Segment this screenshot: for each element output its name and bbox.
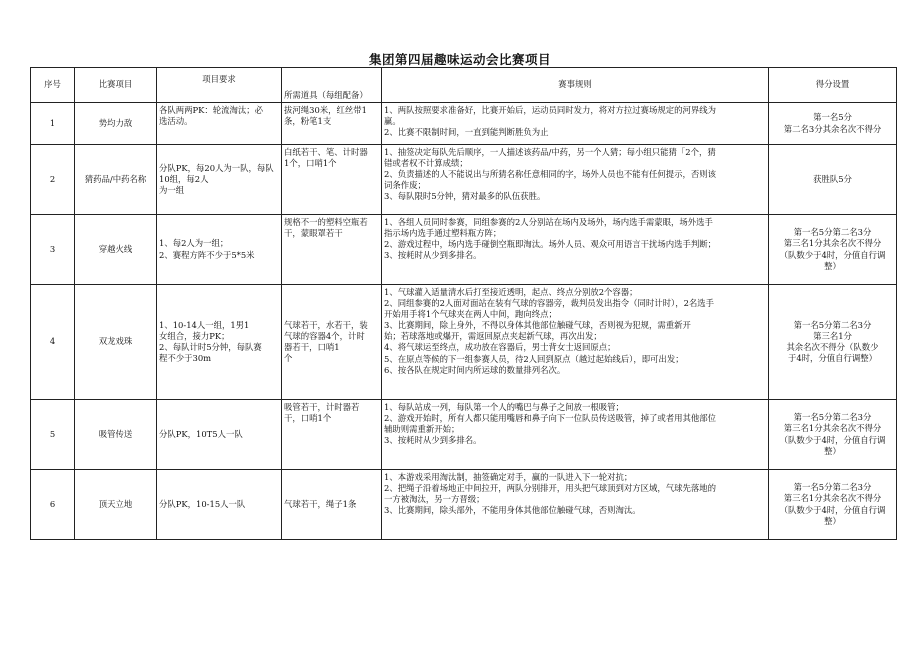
- cell-rules-line: 6、按各队在规定时间内所运球的数量排列名次。: [384, 364, 566, 375]
- document-title: 集团第四届趣味运动会比赛项目: [368, 52, 551, 67]
- cell-rules-line: 开始用手将1个气球夹在两人中间，跑向终点；: [384, 309, 557, 320]
- cell-scoring-line: 第一名5分第二名3分: [793, 227, 872, 238]
- cell-rules-line: 2、游戏过程中，场内选手碰倒空瓶即淘汰。场外人员、观众可用语言干扰场内选手判断；: [384, 239, 716, 250]
- table-row: [31, 215, 897, 285]
- cell-equipment-line: 干，蒙眼罩若干: [284, 228, 343, 239]
- cell-equipment-line: 气球若干，水若干，装: [284, 319, 368, 330]
- cell-rules-line: 3、按耗时从少到多排名。: [384, 250, 482, 261]
- cell-rules-line: 2、同组参赛的2人面对面站在装有气球的容器旁，裁判员发出指令（同时计时），2名选手: [384, 298, 715, 309]
- cell-requirements-line: 1、每2人为一组；: [159, 238, 229, 249]
- cell-rules-line: 2、比赛不限制时间，一直到能判断胜负为止: [384, 127, 549, 138]
- cell-rules-line: 3、比赛期间，除头部外，不能用身体其他部位触碰气球，否则淘汰。: [384, 505, 641, 516]
- cell-rules: [382, 400, 769, 470]
- cell-rules-line: 3、每队限时5分钟，猜对最多的队伍获胜。: [384, 191, 546, 202]
- cell-rules: [382, 215, 769, 285]
- cell-requirements: [157, 103, 282, 145]
- cell-rules-line: 词条作废；: [384, 180, 426, 191]
- cell-rules-line: 4、将气球运至终点，成功放在容器后，男士背女士返回原点；: [384, 342, 616, 353]
- cell-scoring: [769, 215, 897, 285]
- cell-rules: [382, 470, 769, 540]
- cell-requirements-line: 分队PK，10-15人一队: [159, 498, 246, 509]
- cell-rules-line: 辅助则需重新开始；: [384, 424, 460, 435]
- cell-scoring-line: 第一名5分第二名3分: [793, 482, 872, 493]
- cell-scoring: [769, 470, 897, 540]
- header-event: 比赛项目: [75, 68, 157, 103]
- cell-equipment-line: 规格不一的塑料空瓶若: [284, 217, 368, 227]
- table-row: [31, 145, 897, 215]
- cell-scoring-line: 第二名3分其余名次不得分: [783, 123, 882, 134]
- cell-rules-line: 赢。: [384, 116, 401, 127]
- header-no: 序号: [31, 68, 75, 103]
- cell-equipment-line: 器若干，口哨1: [284, 342, 340, 352]
- cell-rules: [382, 103, 769, 145]
- cell-rules-line: 1、每队站成一列，每队第一个人的嘴巴与鼻子之间放一根吸管；: [384, 402, 624, 412]
- cell-requirements: [157, 470, 282, 540]
- cell-scoring-line: 整）: [824, 445, 841, 456]
- cell-scoring: [769, 400, 897, 470]
- cell-event: 猜药品/中药名称: [75, 145, 157, 215]
- cell-scoring-line: 于4时，分值自行调整）: [787, 353, 878, 364]
- cell-scoring: [769, 285, 897, 400]
- header-row: [31, 68, 897, 103]
- cell-rules-line: 1、本游戏采用淘汰制，抽签确定对手，赢的一队进入下一轮对抗；: [384, 472, 633, 482]
- cell-rules-line: 1、各组人员同时参赛，同组参赛的2人分别站在场内及场外，场内选手需蒙眼，场外选手: [384, 217, 713, 227]
- cell-rules-line: 1、两队按照要求准备好，比赛开始后，运动员同时发力，将对方拉过赛场规定的河界线为: [384, 105, 716, 115]
- cell-no: 2: [31, 145, 75, 215]
- cell-no: 1: [31, 103, 75, 145]
- cell-equipment: [282, 470, 382, 540]
- cell-rules-line: 一方被淘汰，另一方晋级；: [384, 494, 485, 505]
- cell-scoring-line: 第一名5分: [813, 112, 852, 123]
- cell-requirements: [157, 215, 282, 285]
- cell-equipment-line: 拔河绳30米，红丝带1: [284, 105, 367, 115]
- cell-no: 5: [31, 400, 75, 470]
- cell-rules: [382, 285, 769, 400]
- cell-rules-line: 指示场内选手通过塑料瓶方阵；: [384, 228, 502, 239]
- cell-requirements-line: 10组，每2人: [159, 173, 209, 184]
- cell-requirements-line: 选活动。: [159, 116, 193, 127]
- cell-equipment-line: 条，粉笔1支: [284, 116, 332, 127]
- cell-equipment: [282, 285, 382, 400]
- cell-equipment: [282, 400, 382, 470]
- cell-rules-line: 5、在原点等候的下一组参赛人员，待2人回到原点（越过起始线后），即可出发；: [384, 353, 684, 364]
- cell-scoring-line: 第一名5分第二名3分: [793, 412, 872, 423]
- table-row: [31, 400, 897, 470]
- header-scoring: 得分设置: [769, 68, 897, 103]
- cell-equipment-line: 吸管若干，计时器若: [284, 402, 360, 412]
- cell-requirements: [157, 285, 282, 400]
- cell-equipment: [282, 103, 382, 145]
- cell-requirements-line: 2、赛程方阵不少于5*5米: [159, 249, 255, 260]
- cell-requirements-line: 分队PK，10T5人一队: [159, 428, 243, 439]
- cell-requirements-line: 1、10-14人一组，1男1: [159, 319, 250, 330]
- cell-rules-line: 3、比赛期间，除上身外，不得以身体其他部位触碰气球，否则视为犯规，需重新开: [384, 320, 691, 331]
- cell-equipment-line: 气球若干，绳子1条: [284, 498, 357, 509]
- cell-rules-line: 错或者权不计算成绩；: [384, 158, 468, 169]
- cell-requirements-line: 2、每队计时5分钟，每队赛: [159, 342, 262, 352]
- cell-equipment-line: 气球的容器4个，计时: [284, 330, 365, 341]
- cell-event: 顶天立地: [75, 470, 157, 540]
- cell-rules-line: 1、抽签决定每队先后顺序，一人描述该药品/中药，另一个人猜；每小组只能猜「2个，猜: [384, 147, 716, 157]
- cell-scoring-line: 整）: [824, 515, 841, 526]
- cell-equipment: [282, 145, 382, 215]
- cell-equipment-line: 干，口哨1个: [284, 413, 332, 424]
- cell-equipment-line: 个: [284, 353, 293, 364]
- cell-requirements-line: 女组合，接力PK；: [159, 330, 230, 341]
- cell-requirements-line: 为一组: [159, 185, 185, 196]
- cell-rules-line: 2、游戏开始时，所有人都只能用嘴唇和鼻子向下一位队员传送吸管，掉了或者用其他部位: [384, 413, 716, 424]
- cell-scoring-line: （队数少于4时，分值自行调: [779, 504, 886, 515]
- cell-scoring-line: 第三名1分其余名次不得分: [783, 493, 882, 504]
- cell-equipment-line: 白纸若干、笔、计时器: [284, 147, 368, 157]
- table-row: [31, 103, 897, 145]
- cell-rules-line: 2、负责描述的人不能说出与所猜名称任意相同的字，场外人员也不能有任何提示，否则该: [384, 169, 716, 180]
- cell-rules-line: 始；若球落地或爆开，需返回原点夹起新气球，再次出发；: [384, 331, 602, 342]
- cell-scoring-line: 其余名次不得分（队数少: [786, 342, 879, 352]
- cell-event: 双龙戏珠: [75, 285, 157, 400]
- cell-rules-line: 3、按耗时从少到多排名。: [384, 435, 482, 446]
- cell-rules-line: 2、把绳子沿着场地正中间拉开，两队分别排开，用头把气球顶到对方区域，气球先落地的: [384, 483, 716, 494]
- events-table: [30, 67, 897, 540]
- cell-scoring-line: 第三名1分: [813, 330, 852, 341]
- cell-requirements: [157, 145, 282, 215]
- cell-requirements-line: 各队两两PK：轮流淘汰；必: [159, 105, 264, 115]
- table-row: [31, 285, 897, 400]
- header-rules: 赛事规则: [382, 68, 769, 103]
- cell-equipment-line: 1个，口哨1个: [284, 158, 337, 169]
- cell-scoring: [769, 103, 897, 145]
- cell-requirements-line: 分队PK，每20人为一队，每队: [159, 162, 274, 173]
- cell-scoring-line: 第一名5分第二名3分: [793, 319, 872, 330]
- cell-requirements: [157, 400, 282, 470]
- cell-rules: [382, 145, 769, 215]
- cell-event: 势均力敌: [75, 103, 157, 145]
- table-row: [31, 470, 897, 540]
- cell-scoring-line: （队数少于4时，分值自行调: [779, 249, 886, 260]
- cell-equipment: [282, 215, 382, 285]
- cell-scoring-line: 第三名1分其余名次不得分: [783, 423, 882, 434]
- cell-scoring-line: 整）: [824, 260, 841, 271]
- cell-no: 4: [31, 285, 75, 400]
- cell-scoring-line: 获胜队5分: [813, 173, 852, 184]
- cell-event: 穿越火线: [75, 215, 157, 285]
- cell-no: 6: [31, 470, 75, 540]
- cell-rules-line: 1、气球灌入适量清水后打至接近透明，起点、终点分别放2个容器；: [384, 287, 638, 297]
- cell-scoring: [769, 145, 897, 215]
- cell-no: 3: [31, 215, 75, 285]
- cell-requirements-line: 程不少于30m: [159, 353, 212, 364]
- header-requirements: 项目要求: [157, 68, 282, 103]
- header-equipment: 所需道具（每组配备）: [282, 68, 382, 103]
- cell-event: 吸管传送: [75, 400, 157, 470]
- cell-scoring-line: （队数少于4时，分值自行调: [779, 434, 886, 445]
- cell-scoring-line: 第三名1分其余名次不得分: [783, 238, 882, 249]
